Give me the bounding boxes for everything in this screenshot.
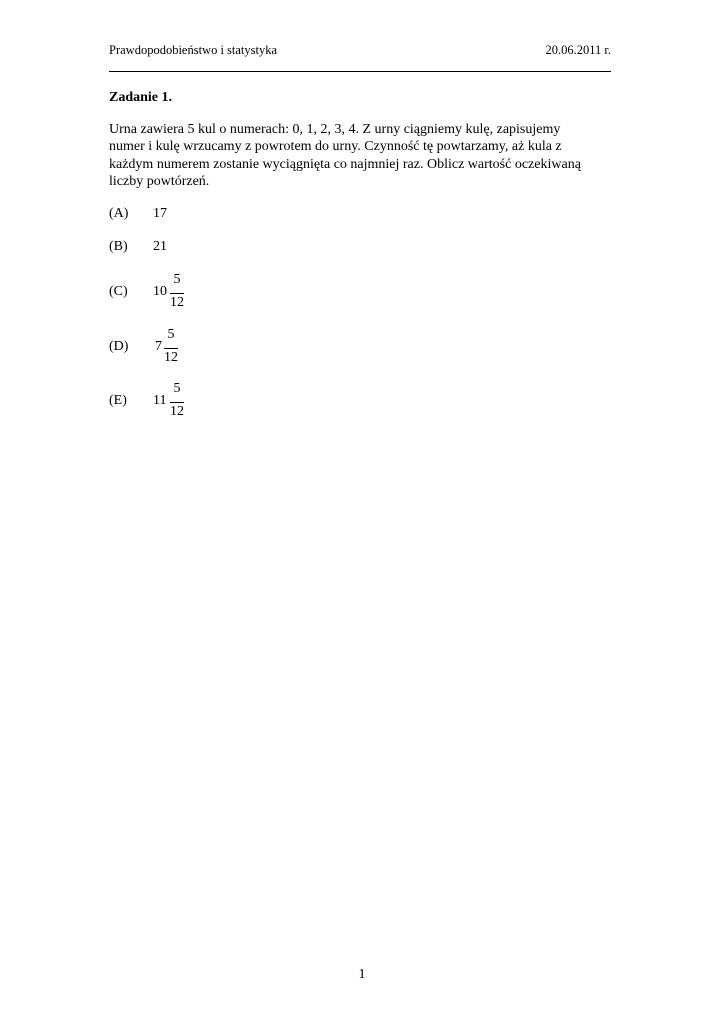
fraction-denominator: 12 <box>164 350 178 365</box>
answer-letter: (B) <box>109 239 128 254</box>
fraction <box>164 328 178 372</box>
fraction-numerator: 5 <box>173 381 181 396</box>
answer-letter: (C) <box>109 284 128 299</box>
answer-letter: (D) <box>109 339 129 354</box>
mixed-fraction <box>153 273 213 317</box>
fraction-denominator: 12 <box>170 404 184 419</box>
task-title: Zadanie 1. <box>109 90 173 105</box>
page-number: 1 <box>358 967 366 982</box>
header-date: 20.06.2011 r. <box>545 43 611 57</box>
answer-letter: (E) <box>109 393 127 408</box>
fraction <box>170 382 184 426</box>
answer-letter: (A) <box>109 206 129 221</box>
answer-value: 17 <box>153 206 167 221</box>
fraction <box>170 273 184 317</box>
mixed-fraction <box>153 328 213 372</box>
task-text-line: Urna zawiera 5 kul o numerach: 0, 1, 2, 3, 4. Z urny ciągniemy kulę, zapisujemy <box>109 122 561 137</box>
task-text-line: każdym numerem zostanie wyciągnięta co najmniej raz. Oblicz wartość oczekiwaną <box>109 156 581 172</box>
fraction-whole: 10 <box>153 284 167 299</box>
fraction-whole: 7 <box>155 339 162 354</box>
task-text-line: numer i kulę wrzucamy z powrotem do urny. Czynność tę powtarzamy, aż kula z <box>109 139 562 155</box>
header-subject: Prawdopodobieństwo i statystyka <box>109 43 278 57</box>
task-text <box>109 121 619 191</box>
fraction-denominator: 12 <box>170 295 184 310</box>
task-text-line: liczby powtórzeń. <box>109 174 210 190</box>
mixed-fraction <box>153 382 213 426</box>
fraction-numerator: 5 <box>173 272 181 287</box>
header-divider <box>109 71 611 72</box>
answer-value: 21 <box>153 239 167 254</box>
fraction-numerator: 5 <box>167 327 175 342</box>
fraction-whole: 11 <box>153 393 167 408</box>
